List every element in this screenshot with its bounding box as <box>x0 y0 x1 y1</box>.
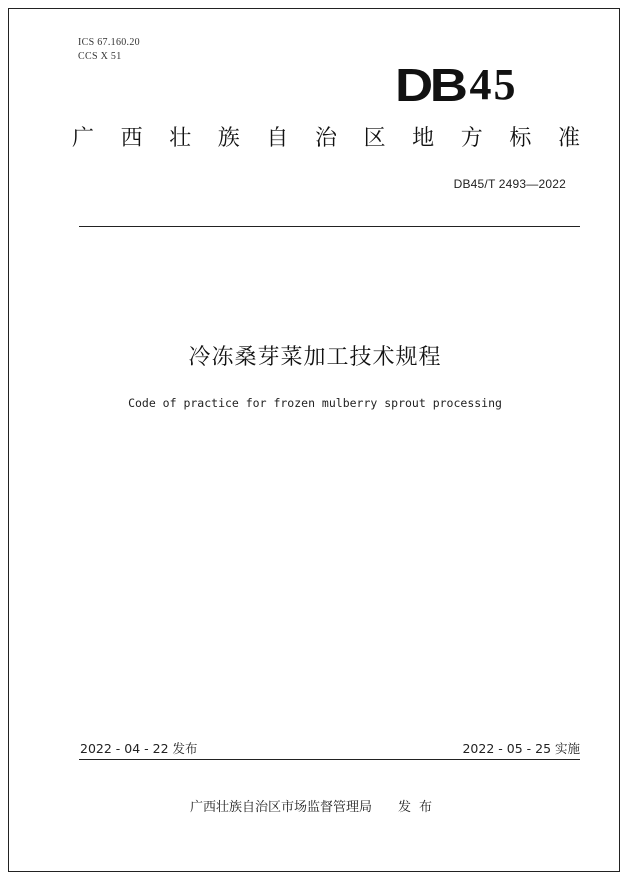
category-char: 壮 <box>169 126 192 151</box>
db-logo-number: 45 <box>469 60 518 109</box>
category-char: 标 <box>509 126 532 151</box>
db-logo <box>395 58 518 111</box>
bottom-divider <box>79 759 580 760</box>
publisher-line <box>0 800 630 816</box>
title-chinese: 冷冻桑芽菜加工技术规程 <box>188 345 442 370</box>
category-char: 方 <box>460 126 483 151</box>
standard-category <box>72 124 580 154</box>
publisher-name: 广西壮族自治区市场监督管理局 <box>189 800 372 815</box>
title-english: Code of practice for frozen mulberry sprout processing <box>128 396 502 410</box>
ics-code: ICS 67.160.20 <box>78 37 140 48</box>
implementation-date: 2022 - 05 - 25 实施 <box>462 741 580 756</box>
category-char: 区 <box>363 126 386 151</box>
category-char: 准 <box>557 126 580 151</box>
category-char: 族 <box>217 126 240 151</box>
db-logo-letters: DB <box>395 59 465 111</box>
category-char: 治 <box>314 126 337 151</box>
publisher-action: 发布 <box>398 800 441 815</box>
ccs-code: CCS X 51 <box>78 51 122 62</box>
issue-date: 2022 - 04 - 22 发布 <box>80 741 198 756</box>
top-divider <box>79 226 580 227</box>
category-char: 西 <box>120 126 143 151</box>
standard-number: DB45/T 2493—2022 <box>453 177 566 191</box>
category-char: 自 <box>266 126 289 151</box>
category-char: 地 <box>412 126 435 151</box>
category-char: 广 <box>72 126 95 151</box>
